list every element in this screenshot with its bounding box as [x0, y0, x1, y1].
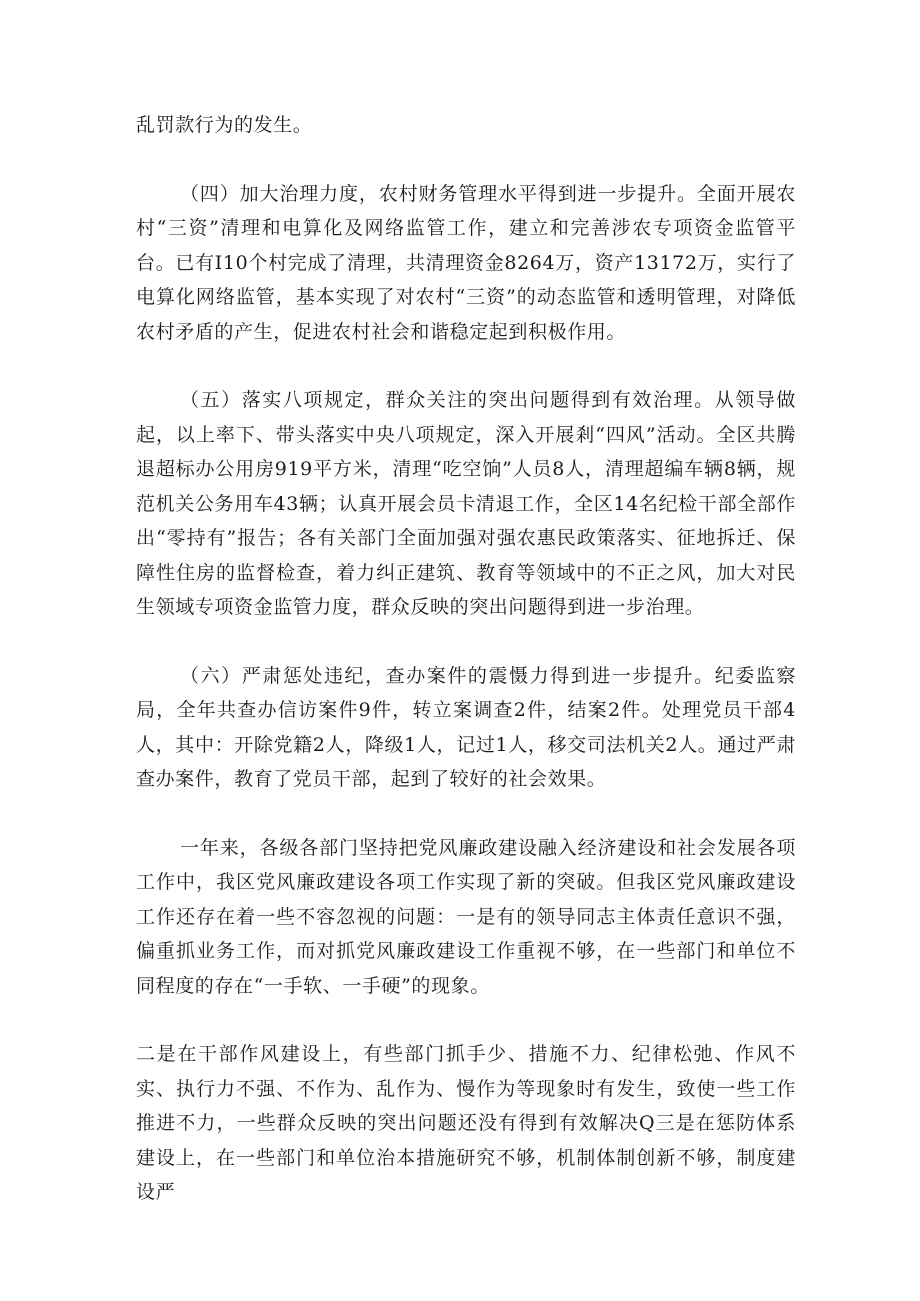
paragraph-section-4: （四）加大治理力度，农村财务管理水平得到进一步提升。全面开展农村“三资”清理和电算化及网络监管工作，建立和完善涉农专项资金监管平台。已有I10个村完成了清理，共清理资金8264万，资产13172万，实行了电算化网络监管，基本实现了对农村“三资”的动态监管和透明管理，对降低农村矛盾的产生，促进农村社会和谐稳定起到积极作用。 [136, 182, 796, 343]
paragraph-section-6: （六）严肃惩处违纪，查办案件的震慑力得到进一步提升。纪委监察局，全年共查办信访案件9件，转立案调查2件，结案2件。处理党员干部4人，其中：开除党籍2人，降级1人，记过1人，移交司法机关2人。通过严肃查办案件，教育了党员干部，起到了较好的社会效果。 [136, 664, 796, 790]
paragraph-continuation: 乱罚款行为的发生。 [136, 114, 313, 136]
paragraph-summary: 一年来，各级各部门坚持把党风廉政建设融入经济建设和社会发展各项工作中，我区党风廉政建设各项工作实现了新的突破。但我区党风廉政建设工作还存在着一些不容忽视的问题：一是有的领导同志主体责任意识不强，偏重抓业务工作，而对抓党风廉政建设工作重视不够，在一些部门和单位不同程度的存在“一手软、一手硬”的现象。 [136, 836, 796, 997]
document-page [136, 108, 796, 1210]
paragraph-problems: 二是在干部作风建设上，有些部门抓手少、措施不力、纪律松弛、作风不实、执行力不强、不作为、乱作为、慢作为等现象时有发生，致使一些工作推进不力，一些群众反映的突出问题还没有得到有效解决Q三是在惩防体系建设上，在一些部门和单位治本措施研究不够，机制体制创新不够，制度建设严 [136, 1043, 796, 1203]
paragraph-section-5: （五）落实八项规定，群众关注的突出问题得到有效治理。从领导做起，以上率下、带头落实中央八项规定，深入开展剎“四风”活动。全区共腾退超标办公用房919平方米，清理“吃空饷”人员8人，清理超编车辆8辆，规范机关公务用车43辆；认真开展会员卡清退工作，全区14名纪检干部全部作出“零持有”报告；各有关部门全面加强对强农惠民政策落实、征地拆迁、保障性住房的监督检查，着力纠正建筑、教育等领域中的不正之风，加大对民生领域专项资金监管力度，群众反映的突出问题得到进一步治理。 [136, 389, 796, 618]
